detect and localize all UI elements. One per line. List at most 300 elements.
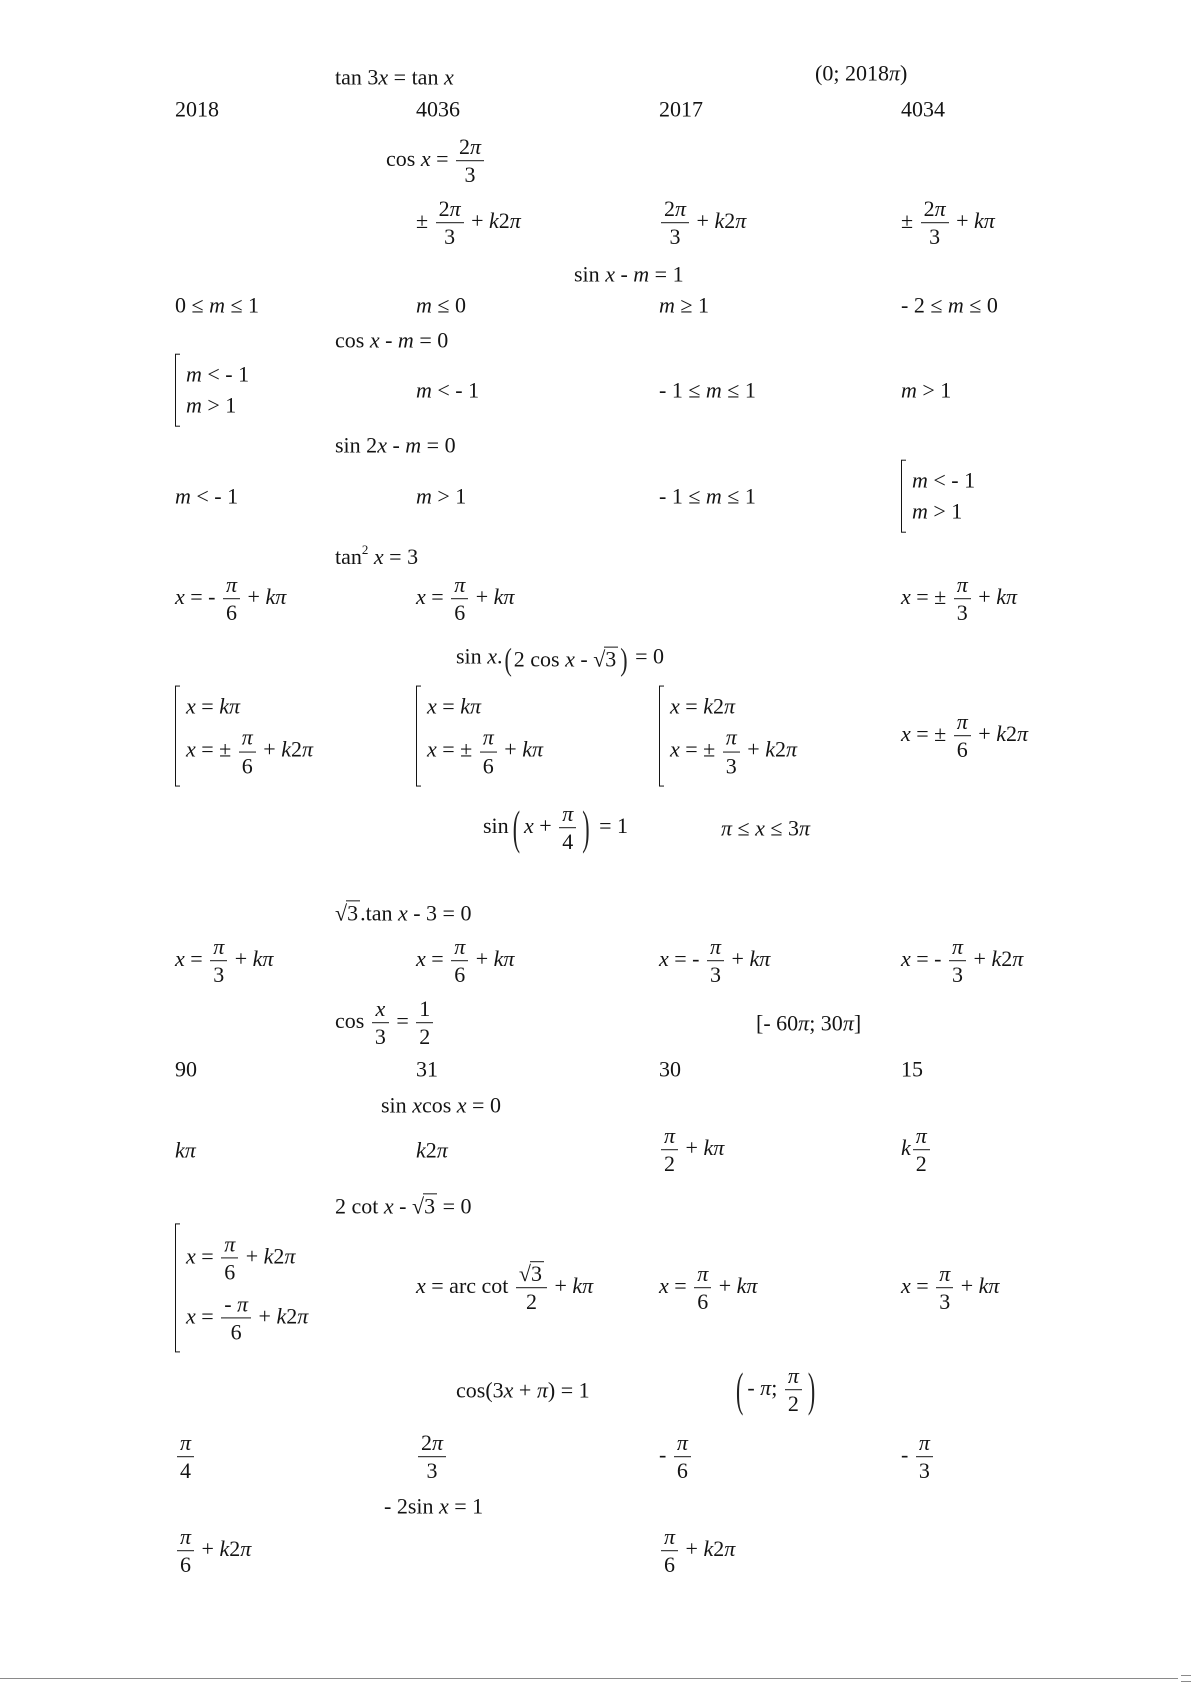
fraction — [451, 934, 468, 988]
open-paren: ( — [736, 1362, 744, 1417]
denominator — [416, 1024, 433, 1050]
math-text: + kπ — [470, 584, 515, 610]
system-bracket — [175, 354, 249, 427]
math-text: 15 — [901, 1056, 923, 1082]
q1-equation — [335, 64, 454, 89]
q10-option-2 — [416, 1056, 438, 1081]
math-text: ± — [901, 208, 919, 234]
system-line — [427, 725, 543, 779]
square-root — [519, 1261, 544, 1286]
fraction — [480, 725, 497, 779]
open-paren: ( — [512, 800, 521, 855]
numerator — [913, 1123, 930, 1150]
math-text: 2017 — [659, 96, 703, 122]
math-text: - π; — [747, 1375, 783, 1401]
q13-option-3 — [659, 1430, 693, 1484]
math-text: 3 — [426, 1458, 438, 1484]
math-text: 3 — [710, 962, 722, 988]
denominator — [451, 600, 468, 626]
math-text: 2π — [923, 196, 946, 222]
math-text: π — [939, 1261, 951, 1287]
numerator — [674, 1430, 691, 1457]
denominator — [921, 224, 949, 250]
math-text: sin x - m = 1 — [574, 261, 684, 287]
q9-option-1 — [175, 934, 273, 988]
q13-equation — [456, 1377, 590, 1402]
system-line — [427, 694, 543, 719]
math-text: 3 — [669, 224, 681, 250]
system-line — [186, 1231, 308, 1285]
numerator — [661, 1123, 678, 1150]
q10-interval — [756, 1010, 861, 1035]
math-text: 2 — [787, 1391, 799, 1417]
numerator — [177, 1524, 194, 1551]
denominator — [949, 962, 966, 988]
math-text: 6 — [226, 600, 238, 626]
denominator — [707, 962, 724, 988]
math-text: + k2π — [257, 736, 313, 762]
math-text: 2 cot x - — [335, 1193, 412, 1219]
math-text: x = — [416, 946, 450, 972]
math-text: 90 — [175, 1056, 197, 1082]
q13-option-1 — [175, 1430, 196, 1484]
close-paren: ) — [620, 641, 628, 678]
math-text: π — [482, 724, 494, 750]
math-text: 3 — [939, 1289, 951, 1315]
square-root — [335, 900, 360, 925]
math-text: + k2π — [465, 208, 521, 234]
math-text: + k2π — [691, 208, 747, 234]
numerator — [451, 572, 468, 599]
numerator — [480, 725, 497, 752]
math-text: π — [226, 572, 238, 598]
q5-option-2 — [416, 483, 466, 508]
math-text: x + — [524, 813, 558, 839]
math-text: 2 — [915, 1151, 927, 1177]
fraction — [436, 196, 464, 250]
fraction — [177, 1524, 194, 1578]
q11-equation — [381, 1092, 501, 1117]
math-text: 6 — [224, 1259, 236, 1285]
fraction — [785, 1363, 802, 1417]
q11-option-2 — [416, 1137, 448, 1162]
q8-interval — [721, 815, 810, 840]
math-text: .tan x - 3 = 0 — [360, 900, 472, 926]
q9-option-3 — [659, 934, 770, 988]
math-text: 6 — [180, 1552, 192, 1578]
superscript: 2 — [361, 541, 369, 557]
math-text: 6 — [482, 753, 494, 779]
system-line — [186, 362, 249, 387]
math-text: = 1 — [593, 813, 628, 839]
math-text: - π — [224, 1291, 249, 1316]
math-text: π — [454, 934, 466, 960]
numerator — [456, 134, 484, 161]
math-text: 30 — [659, 1056, 681, 1082]
math-text: 3 — [929, 224, 941, 250]
math-text: m < - 1 — [416, 377, 480, 403]
fraction — [210, 934, 227, 988]
math-text: π — [915, 1123, 927, 1149]
denominator — [177, 1552, 194, 1578]
fraction — [456, 134, 484, 188]
open-paren: ( — [504, 641, 512, 678]
fraction — [372, 996, 389, 1050]
math-text: x = kπ — [427, 693, 481, 719]
math-text: 31 — [416, 1056, 438, 1082]
q12-option-4 — [901, 1261, 999, 1315]
math-text: x = arc cot — [416, 1273, 514, 1299]
q6-option-2 — [416, 572, 514, 626]
numerator — [372, 996, 389, 1023]
math-text: π — [697, 1261, 709, 1287]
denominator — [210, 962, 227, 988]
q5-option-1 — [175, 483, 238, 508]
q5-option-3 — [659, 483, 756, 508]
radicand: 3 — [605, 647, 617, 673]
math-text: x = ± — [670, 736, 721, 762]
q13-option-2 — [416, 1430, 448, 1484]
math-text: 6 — [697, 1289, 709, 1315]
numerator — [694, 1261, 711, 1288]
fraction — [723, 725, 740, 779]
system-bracket — [175, 1223, 308, 1352]
system-line — [186, 1291, 308, 1345]
math-text: 6 — [241, 753, 253, 779]
paren-content — [747, 1363, 804, 1417]
q7-option-4 — [901, 709, 1028, 763]
math-text: = 0 — [437, 1193, 472, 1219]
math-text: + kπ — [950, 208, 995, 234]
numerator — [239, 725, 256, 752]
math-text: m < - 1 — [186, 361, 250, 387]
fraction — [559, 801, 576, 855]
denominator — [785, 1391, 802, 1417]
fraction — [221, 1231, 238, 1285]
math-text: 3 — [918, 1458, 930, 1484]
fraction — [949, 934, 966, 988]
math-text: π — [664, 1524, 676, 1550]
numerator — [785, 1363, 802, 1390]
math-text: - 2sin x = 1 — [384, 1493, 484, 1519]
math-text: x = — [901, 1273, 935, 1299]
math-text: + kπ — [470, 946, 515, 972]
denominator — [221, 1259, 238, 1285]
q10-option-1 — [175, 1056, 197, 1081]
math-text: + k2π — [680, 1536, 736, 1562]
math-text: π — [454, 572, 466, 598]
system-line — [670, 725, 797, 779]
math-text: 6 — [454, 600, 466, 626]
math-text: m < - 1 — [175, 483, 239, 509]
q3-option-3 — [659, 292, 709, 317]
math-text: + k2π — [240, 1243, 296, 1269]
math-text: - 2 ≤ m ≤ 0 — [901, 292, 998, 318]
math-text: π — [952, 934, 964, 960]
q12-option-3 — [659, 1261, 757, 1315]
denominator — [559, 829, 576, 855]
math-text: + kπ — [680, 1135, 725, 1161]
math-text: m < - 1 — [912, 467, 976, 493]
numerator — [954, 572, 971, 599]
numerator — [661, 196, 689, 223]
numerator — [223, 572, 240, 599]
math-text: sin x. — [456, 643, 503, 669]
fraction — [223, 572, 240, 626]
math-text: x = ± — [427, 736, 478, 762]
math-text: x = — [659, 1273, 693, 1299]
math-text: = — [390, 1008, 415, 1034]
math-text: x = — [175, 946, 209, 972]
fraction — [954, 709, 971, 763]
radical-sign: √ — [593, 647, 606, 673]
math-text: - — [659, 1442, 672, 1468]
math-text: cos x = — [386, 146, 455, 172]
q11-option-3 — [659, 1123, 724, 1177]
math-text: + kπ — [726, 946, 771, 972]
math-text: 4036 — [416, 96, 460, 122]
radicand: 3 — [347, 900, 359, 926]
page-bottom-rule — [0, 1678, 1178, 1679]
math-text: cos(3x + π) = 1 — [456, 1377, 590, 1403]
math-text: 2π — [421, 1430, 444, 1456]
radical-sign: √ — [335, 900, 348, 926]
numerator — [723, 725, 740, 752]
math-text: π — [787, 1363, 799, 1389]
math-text: m > 1 — [901, 377, 952, 403]
system-bracket — [416, 686, 543, 787]
math-text: 3 — [956, 600, 968, 626]
fraction — [954, 572, 971, 626]
math-text: + k2π — [253, 1302, 309, 1328]
math-text: x = - — [659, 946, 705, 972]
math-text: 2π — [459, 134, 482, 160]
math-text: x = - — [175, 584, 221, 610]
numerator — [949, 934, 966, 961]
math-text: π — [180, 1524, 192, 1550]
math-text: k — [901, 1135, 911, 1161]
q1-option-1 — [175, 96, 219, 121]
numerator — [936, 1261, 953, 1288]
math-text: 6 — [956, 737, 968, 763]
math-text: cos — [335, 1008, 370, 1034]
math-text: π — [725, 724, 737, 750]
math-text: 4034 — [901, 96, 945, 122]
denominator — [661, 1151, 678, 1177]
math-text: + kπ — [548, 1273, 594, 1299]
math-text: m > 1 — [912, 499, 963, 524]
q3-equation — [574, 261, 684, 286]
q4-equation — [335, 327, 448, 352]
math-text: sin — [483, 813, 509, 839]
denominator — [177, 1458, 194, 1484]
q4-option-4 — [901, 377, 951, 402]
math-text: π — [180, 1430, 192, 1456]
math-text: m > 1 — [416, 483, 467, 509]
denominator — [239, 752, 256, 778]
numerator — [177, 1430, 194, 1457]
page-corner-mark — [1181, 1675, 1191, 1682]
numerator — [516, 1261, 547, 1288]
parenthesized-group — [509, 801, 594, 855]
math-text: 2018 — [175, 96, 219, 122]
fraction — [921, 196, 949, 250]
q2-option-4 — [901, 196, 995, 250]
q10-equation — [335, 996, 435, 1050]
denominator — [436, 224, 464, 250]
math-text: 2 — [419, 1024, 431, 1050]
system-bracket — [901, 460, 975, 533]
math-text: x = ± — [901, 721, 952, 747]
q7-option-3 — [659, 686, 797, 787]
system-line — [670, 694, 797, 719]
square-root — [412, 1193, 437, 1218]
radical-sign: √ — [518, 1261, 531, 1287]
fraction — [674, 1430, 691, 1484]
math-text: 1 — [419, 996, 431, 1022]
numerator — [559, 801, 576, 828]
radicand: 3 — [424, 1193, 436, 1219]
denominator — [954, 737, 971, 763]
fraction — [418, 1430, 446, 1484]
math-text: x = 3 — [373, 543, 419, 569]
numerator — [707, 934, 724, 961]
system-line — [912, 468, 975, 493]
fraction — [661, 1524, 678, 1578]
denominator — [674, 1458, 691, 1484]
denominator — [936, 1289, 953, 1315]
math-text: [- 60π; 30π] — [756, 1010, 862, 1036]
q8-equation — [483, 801, 628, 855]
q6-option-1 — [175, 572, 286, 626]
math-text: 3 — [374, 1024, 386, 1050]
q6-equation — [335, 543, 418, 569]
numerator — [661, 1524, 678, 1551]
q11-option-4 — [901, 1123, 932, 1177]
math-text: tan 3x = tan x — [335, 64, 454, 90]
denominator — [916, 1458, 933, 1484]
math-text: 3 — [213, 962, 225, 988]
math-text: 3 — [464, 162, 476, 188]
math-text: cos x - m = 0 — [335, 327, 449, 353]
numerator — [916, 1430, 933, 1457]
math-text: 3 — [725, 753, 737, 779]
q13-interval — [732, 1363, 819, 1417]
q7-equation — [456, 641, 665, 678]
paren-content — [514, 647, 619, 672]
system-line — [186, 725, 313, 779]
radicand: 3 — [530, 1261, 542, 1287]
denominator — [223, 600, 240, 626]
denominator — [913, 1151, 930, 1177]
math-text: x = - — [901, 946, 947, 972]
denominator — [694, 1289, 711, 1315]
math-text: π — [213, 934, 225, 960]
math-text: + k2π — [972, 721, 1028, 747]
numerator — [221, 1231, 238, 1258]
math-text: - 1 ≤ m ≤ 1 — [659, 377, 756, 403]
fraction — [516, 1261, 547, 1315]
close-paren: ) — [582, 800, 590, 855]
q10-option-4 — [901, 1056, 923, 1081]
system-bracket — [659, 686, 797, 787]
q3-option-2 — [416, 292, 466, 317]
denominator — [456, 162, 484, 188]
math-text: + k2π — [741, 736, 797, 762]
math-text: + kπ — [498, 736, 543, 762]
denominator — [372, 1024, 389, 1050]
math-text: m > 1 — [186, 393, 237, 418]
close-paren: ) — [807, 1362, 816, 1417]
math-text: π ≤ x ≤ 3π — [721, 815, 810, 841]
denominator — [418, 1458, 446, 1484]
q1-interval — [815, 60, 907, 85]
denominator — [723, 752, 740, 778]
denominator — [516, 1289, 547, 1315]
system-bracket — [175, 686, 313, 787]
denominator — [954, 600, 971, 626]
math-text: 2 — [664, 1151, 676, 1177]
numerator — [221, 1291, 251, 1318]
q13-option-4 — [901, 1430, 935, 1484]
math-text: - 1 ≤ m ≤ 1 — [659, 483, 756, 509]
q12-equation — [335, 1193, 471, 1218]
math-text: 3 — [444, 224, 456, 250]
numerator — [921, 196, 949, 223]
numerator — [418, 1430, 446, 1457]
math-text: sin 2x - m = 0 — [335, 432, 456, 458]
math-text: x = ± — [901, 584, 952, 610]
math-text: 6 — [664, 1552, 676, 1578]
q4-option-2 — [416, 377, 479, 402]
q9-option-4 — [901, 934, 1023, 988]
math-text: π — [676, 1430, 688, 1456]
fraction — [221, 1291, 251, 1345]
math-text: π — [664, 1123, 676, 1149]
q1-option-4 — [901, 96, 945, 121]
math-text: + kπ — [955, 1273, 1000, 1299]
denominator — [661, 1552, 678, 1578]
q9-option-2 — [416, 934, 514, 988]
fraction — [707, 934, 724, 988]
math-text: x = ± — [186, 736, 237, 762]
fraction — [416, 996, 433, 1050]
system-line — [186, 393, 249, 418]
q6-option-4 — [901, 572, 1017, 626]
q2-equation — [386, 134, 486, 188]
q5-option-4 — [901, 460, 975, 533]
q1-option-2 — [416, 96, 460, 121]
fraction — [177, 1430, 194, 1484]
math-text: x = — [186, 1302, 220, 1328]
fraction — [661, 196, 689, 250]
q14-option-3 — [659, 1524, 735, 1578]
math-text: (0; 2018π) — [815, 60, 908, 86]
math-text: + k2π — [196, 1536, 252, 1562]
q12-option-1 — [175, 1223, 308, 1352]
math-text: π — [224, 1231, 236, 1257]
numerator — [210, 934, 227, 961]
radical-sign: √ — [411, 1193, 425, 1219]
math-text: x — [375, 996, 386, 1022]
numerator — [954, 709, 971, 736]
math-text: 3 — [952, 962, 964, 988]
parenthesized-group — [502, 641, 629, 678]
math-text: 2π — [438, 196, 461, 222]
q14-equation — [384, 1493, 483, 1518]
math-text: x = k2π — [670, 693, 735, 719]
math-text: + kπ — [713, 1273, 758, 1299]
